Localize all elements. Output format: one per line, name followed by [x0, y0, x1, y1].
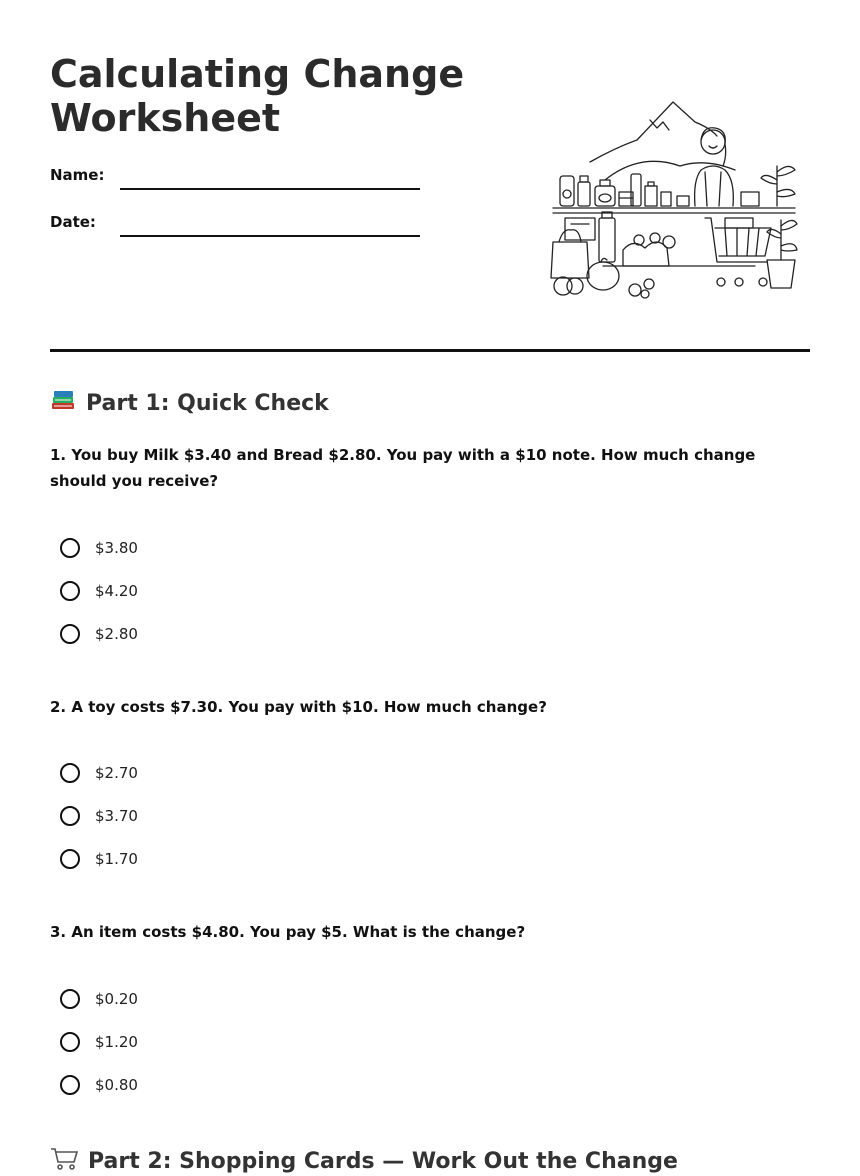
part2-title: Part 2: Shopping Cards — Work Out the Change	[88, 1148, 678, 1174]
question-1	[50, 442, 810, 494]
part1-heading	[50, 388, 329, 418]
question-3	[50, 919, 810, 945]
radio-button[interactable]	[60, 581, 80, 601]
shopping-cart-icon	[50, 1146, 78, 1176]
worksheet-header	[50, 52, 810, 312]
radio-button[interactable]	[60, 806, 80, 826]
option-q1-b[interactable]	[60, 578, 138, 604]
option-q3-a[interactable]	[60, 986, 138, 1012]
header-divider	[50, 349, 810, 352]
option-label: $0.20	[95, 990, 138, 1008]
option-q3-b[interactable]	[60, 1029, 138, 1055]
option-q2-c[interactable]	[60, 846, 138, 872]
date-field[interactable]	[50, 213, 420, 243]
part1-title: Part 1: Quick Check	[86, 390, 329, 416]
question-2	[50, 694, 810, 720]
radio-button[interactable]	[60, 624, 80, 644]
question-text: 1. You buy Milk $3.40 and Bread $2.80. You pay with a $10 note. How much change should you receive?	[50, 446, 756, 490]
option-label: $4.20	[95, 582, 138, 600]
radio-button[interactable]	[60, 1032, 80, 1052]
option-q1-a[interactable]	[60, 535, 138, 561]
option-q3-c[interactable]	[60, 1072, 138, 1098]
question-text: 3. An item costs $4.80. You pay $5. What is the change?	[50, 923, 526, 941]
option-label: $3.70	[95, 807, 138, 825]
worksheet-title: Calculating Change Worksheet	[50, 52, 465, 140]
radio-button[interactable]	[60, 989, 80, 1009]
radio-button[interactable]	[60, 538, 80, 558]
option-label: $2.80	[95, 625, 138, 643]
option-label: $3.80	[95, 539, 138, 557]
date-line[interactable]	[120, 235, 420, 237]
question-text: 2. A toy costs $7.30. You pay with $10. How much change?	[50, 698, 547, 716]
radio-button[interactable]	[60, 849, 80, 869]
option-q1-c[interactable]	[60, 621, 138, 647]
books-icon	[50, 388, 76, 418]
option-label: $2.70	[95, 764, 138, 782]
date-label: Date:	[50, 213, 96, 231]
grocery-store-illustration	[545, 100, 803, 310]
part2-heading	[50, 1146, 678, 1176]
option-label: $1.70	[95, 850, 138, 868]
name-field[interactable]	[50, 166, 420, 196]
name-label: Name:	[50, 166, 105, 184]
name-line[interactable]	[120, 188, 420, 190]
option-q2-a[interactable]	[60, 760, 138, 786]
radio-button[interactable]	[60, 763, 80, 783]
option-label: $0.80	[95, 1076, 138, 1094]
option-label: $1.20	[95, 1033, 138, 1051]
option-q2-b[interactable]	[60, 803, 138, 829]
radio-button[interactable]	[60, 1075, 80, 1095]
